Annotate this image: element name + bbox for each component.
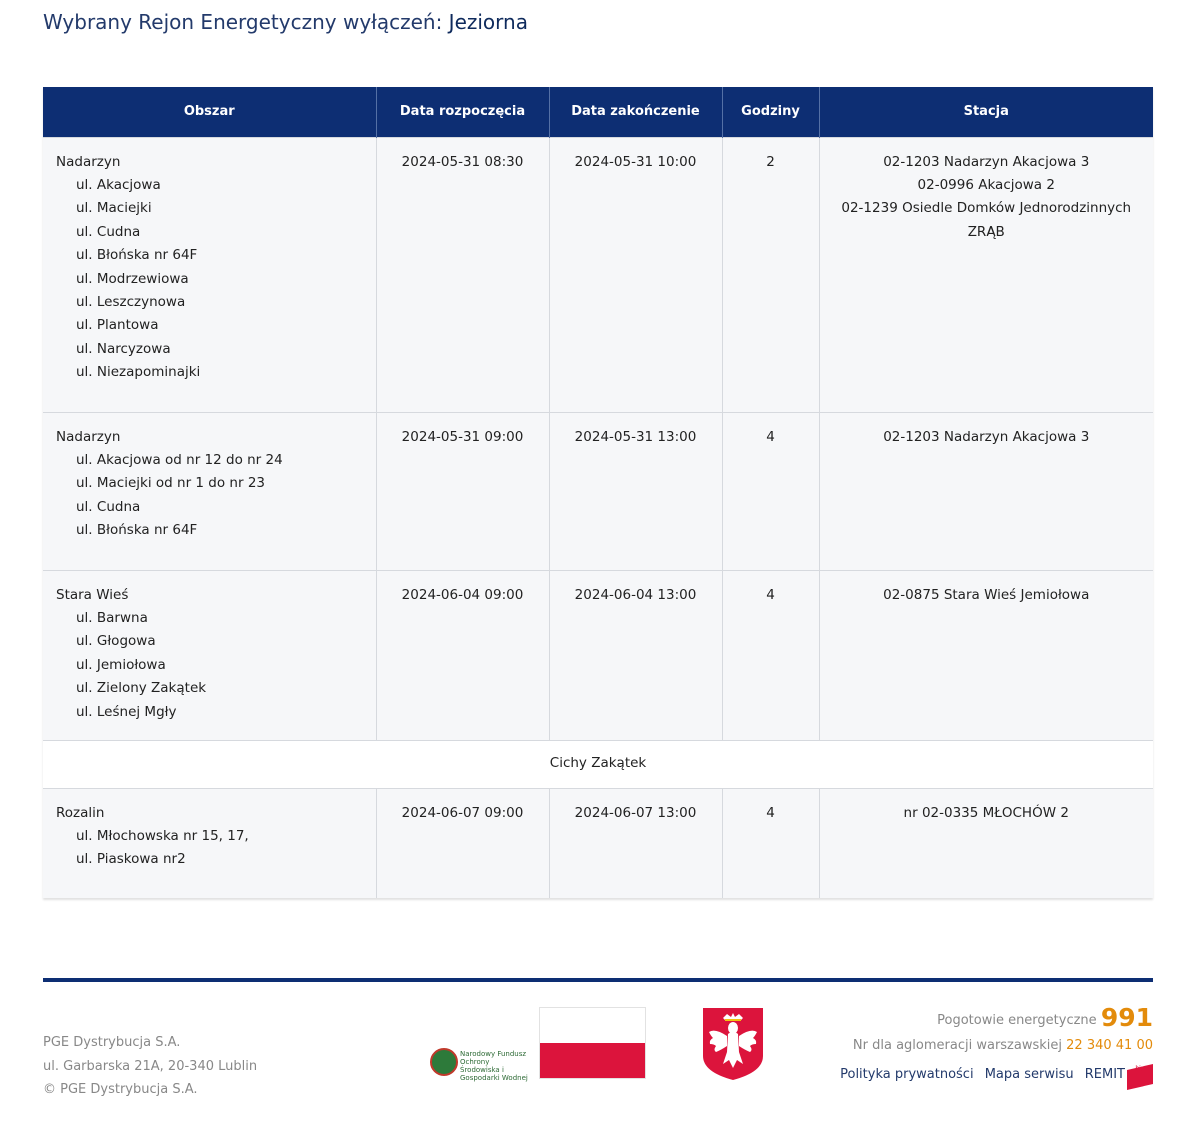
- table-row: [43, 137, 1153, 412]
- station-name: nr 02-0335 MŁOCHÓW 2: [903, 804, 1069, 821]
- warsaw-number[interactable]: 22 340 41 00: [1066, 1038, 1153, 1053]
- station-cell: [819, 570, 1153, 740]
- area-street: ul. Cudna: [76, 498, 141, 515]
- note-cell: Cichy Zakątek: [43, 740, 1153, 788]
- company-name: PGE Dystrybucja S.A.: [43, 1035, 181, 1050]
- nfosigw-logo[interactable]: [430, 1046, 528, 1086]
- region-name: Jeziorna: [448, 10, 528, 34]
- nfosigw-logo-text: Narodowy Fundusz Ochrony Środowiska i Gospodarki Wodnej: [460, 1050, 528, 1082]
- table-header-row: [43, 87, 1153, 137]
- area-street: ul. Jemiołowa: [76, 656, 166, 673]
- area-street: ul. Młochowska nr 15, 17,: [76, 827, 249, 844]
- station-name: ZRĄB: [967, 223, 1005, 240]
- area-place: Nadarzyn: [56, 153, 121, 170]
- start-date-cell: 2024-06-07 09:00: [376, 788, 549, 898]
- area-street: ul. Zielony Zakątek: [76, 680, 207, 697]
- column-header-start: Data rozpoczęcia: [376, 87, 549, 137]
- polish-flag-icon[interactable]: [539, 1007, 646, 1079]
- area-street: ul. Leśnej Mgły: [76, 703, 177, 720]
- area-cell: [43, 137, 376, 412]
- hours-cell: 4: [722, 412, 819, 570]
- page-title-prefix: Wybrany Rejon Energetyczny wyłączeń:: [43, 10, 443, 34]
- privacy-policy-link[interactable]: Polityka prywatności: [840, 1067, 974, 1082]
- table-row: [43, 412, 1153, 570]
- area-street: ul. Maciejki od nr 1 do nr 23: [76, 475, 265, 492]
- start-date-cell: 2024-05-31 09:00: [376, 412, 549, 570]
- footer-links: [833, 1067, 1125, 1082]
- area-street: ul. Modrzewiowa: [76, 270, 189, 287]
- area-street: ul. Narcyzowa: [76, 340, 171, 357]
- nfosigw-emblem-icon: [430, 1048, 458, 1076]
- hours-cell: 4: [722, 570, 819, 740]
- area-street: ul. Głogowa: [76, 633, 156, 650]
- area-place: Nadarzyn: [56, 428, 121, 445]
- footer-contact: [853, 1003, 1153, 1053]
- area-street: ul. Niezapominajki: [76, 364, 201, 381]
- area-place: Stara Wieś: [56, 586, 129, 603]
- table-row: [43, 570, 1153, 740]
- area-street: ul. Leszczynowa: [76, 293, 186, 310]
- area-place: Rozalin: [56, 804, 105, 821]
- station-cell: [819, 137, 1153, 412]
- area-street: ul. Cudna: [76, 223, 141, 240]
- remit-link[interactable]: REMIT: [1084, 1067, 1125, 1082]
- end-date-cell: 2024-06-04 13:00: [549, 570, 722, 740]
- area-cell: [43, 412, 376, 570]
- footer-company-info: [43, 1031, 257, 1102]
- start-date-cell: 2024-06-04 09:00: [376, 570, 549, 740]
- bip-icon[interactable]: [1127, 1064, 1153, 1090]
- copyright: © PGE Dystrybucja S.A.: [43, 1082, 198, 1097]
- end-date-cell: 2024-06-07 13:00: [549, 788, 722, 898]
- emergency-line: [853, 1003, 1153, 1036]
- hours-cell: 2: [722, 137, 819, 412]
- area-street: ul. Akacjowa od nr 12 do nr 24: [76, 451, 283, 468]
- station-name: 02-0996 Akacjowa 2: [917, 176, 1055, 193]
- end-date-cell: 2024-05-31 13:00: [549, 412, 722, 570]
- emergency-label: Pogotowie energetyczne: [937, 1013, 1097, 1028]
- area-street: ul. Barwna: [76, 609, 148, 626]
- column-header-area: Obszar: [43, 87, 376, 137]
- outages-table: [43, 87, 1153, 898]
- start-date-cell: 2024-05-31 08:30: [376, 137, 549, 412]
- footer-divider: [43, 978, 1153, 982]
- area-street: ul. Piaskowa nr2: [76, 851, 186, 868]
- polish-eagle-emblem-icon[interactable]: [701, 1006, 765, 1082]
- station-name: 02-0875 Stara Wieś Jemiołowa: [883, 586, 1090, 603]
- station-name: 02-1203 Nadarzyn Akacjowa 3: [883, 428, 1090, 445]
- company-address: ul. Garbarska 21A, 20-340 Lublin: [43, 1058, 258, 1074]
- area-cell: [43, 570, 376, 740]
- column-header-hours: Godziny: [722, 87, 819, 137]
- area-cell: [43, 788, 376, 898]
- emergency-number[interactable]: 991: [1100, 1003, 1153, 1032]
- area-street: ul. Błońska nr 64F: [76, 247, 198, 264]
- warsaw-label: Nr dla aglomeracji warszawskiej: [852, 1038, 1063, 1053]
- table-row: [43, 788, 1153, 898]
- station-cell: [819, 412, 1153, 570]
- station-name: 02-1239 Osiedle Domków Jednorodzinnych: [841, 200, 1132, 217]
- station-name: 02-1203 Nadarzyn Akacjowa 3: [883, 153, 1090, 170]
- bip-label: bip: [1135, 1065, 1145, 1072]
- area-street: ul. Maciejki: [76, 200, 152, 217]
- column-header-station: Stacja: [819, 87, 1153, 137]
- end-date-cell: 2024-05-31 10:00: [549, 137, 722, 412]
- warsaw-line: [853, 1038, 1153, 1053]
- table-note-row: [43, 740, 1153, 788]
- area-street: ul. Akacjowa: [76, 176, 161, 193]
- column-header-end: Data zakończenie: [549, 87, 722, 137]
- page-title: [43, 10, 528, 34]
- hours-cell: 4: [722, 788, 819, 898]
- area-street: ul. Błońska nr 64F: [76, 522, 198, 539]
- area-street: ul. Plantowa: [76, 317, 159, 334]
- sitemap-link[interactable]: Mapa serwisu: [984, 1067, 1074, 1082]
- station-cell: [819, 788, 1153, 898]
